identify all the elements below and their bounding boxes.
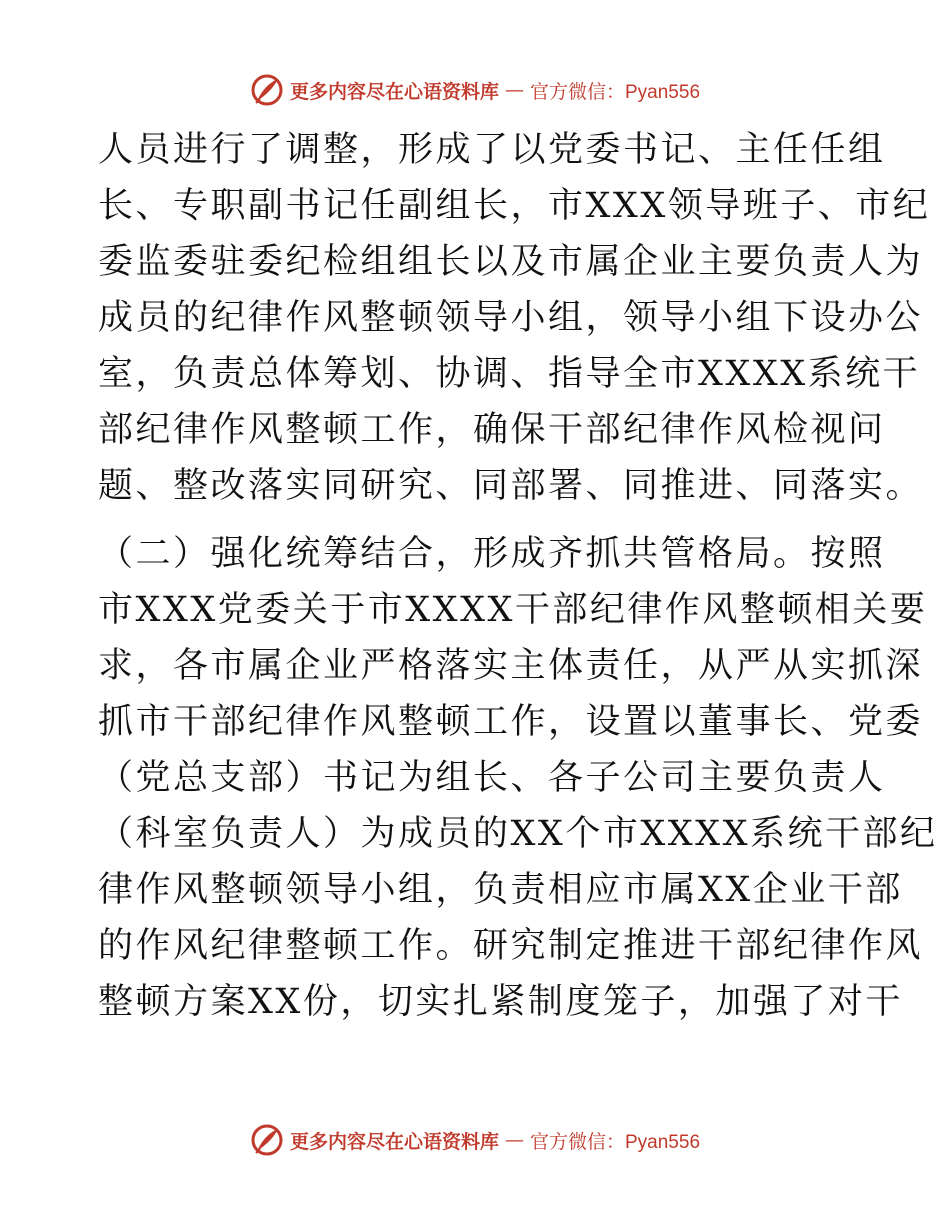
banner-text: 更多内容尽在心语资料库 <box>289 80 499 103</box>
text-line: 题、整改落实同研究、同部署、同推进、同落实。 <box>98 466 924 506</box>
footer-banner <box>0 1122 950 1158</box>
document-body <box>98 122 938 1030</box>
banner-separator: — <box>505 79 524 101</box>
text-line: （党总支部）书记为组长、各子公司主要负责人 <box>98 758 886 798</box>
text-line: （二）强化统筹结合，形成齐抓共管格局。按照 <box>98 534 886 574</box>
text-line: 人员进行了调整，形成了以党委书记、主任任组 <box>98 130 886 170</box>
text-line: 长、专职副书记任副组长，市XXX领导班子、市纪 <box>98 186 931 226</box>
text-line: 委监委驻委纪检组组长以及市属企业主要负责人为 <box>98 242 924 282</box>
text-line: 市XXX党委关于市XXXX干部纪律作风整顿相关要 <box>98 590 928 630</box>
feather-quill-logo-icon <box>250 1123 284 1157</box>
text-line: 律作风整顿领导小组，负责相应市属XX企业干部 <box>98 870 903 910</box>
text-line: 求，各市属企业严格落实主体责任，从严从实抓深 <box>98 646 924 686</box>
paragraph-gap <box>98 514 858 526</box>
banner-wechat: 官方微信：Pyan556 <box>530 1131 701 1153</box>
text-line: 抓市干部纪律作风整顿工作，设置以董事长、党委 <box>98 702 924 742</box>
banner-wechat: 官方微信：Pyan556 <box>530 81 701 103</box>
text-line: 室，负责总体筹划、协调、指导全市XXXX系统干 <box>98 354 921 394</box>
header-banner <box>0 72 950 108</box>
text-line: 的作风纪律整顿工作。研究制定推进干部纪律作风 <box>98 926 924 966</box>
text-line: 成员的纪律作风整顿领导小组，领导小组下设办公 <box>98 298 924 338</box>
feather-quill-logo-icon <box>250 73 284 107</box>
banner-text: 更多内容尽在心语资料库 <box>289 1130 499 1153</box>
banner-separator: — <box>505 1129 524 1151</box>
paragraph-1 <box>98 122 931 514</box>
text-line: 整顿方案XX份，切实扎紧制度笼子，加强了对干 <box>98 982 903 1022</box>
text-line: （科室负责人）为成员的XX个市XXXX系统干部纪 <box>98 814 938 854</box>
paragraph-2 <box>98 526 938 1030</box>
text-line: 部纪律作风整顿工作，确保干部纪律作风检视问 <box>98 410 886 450</box>
